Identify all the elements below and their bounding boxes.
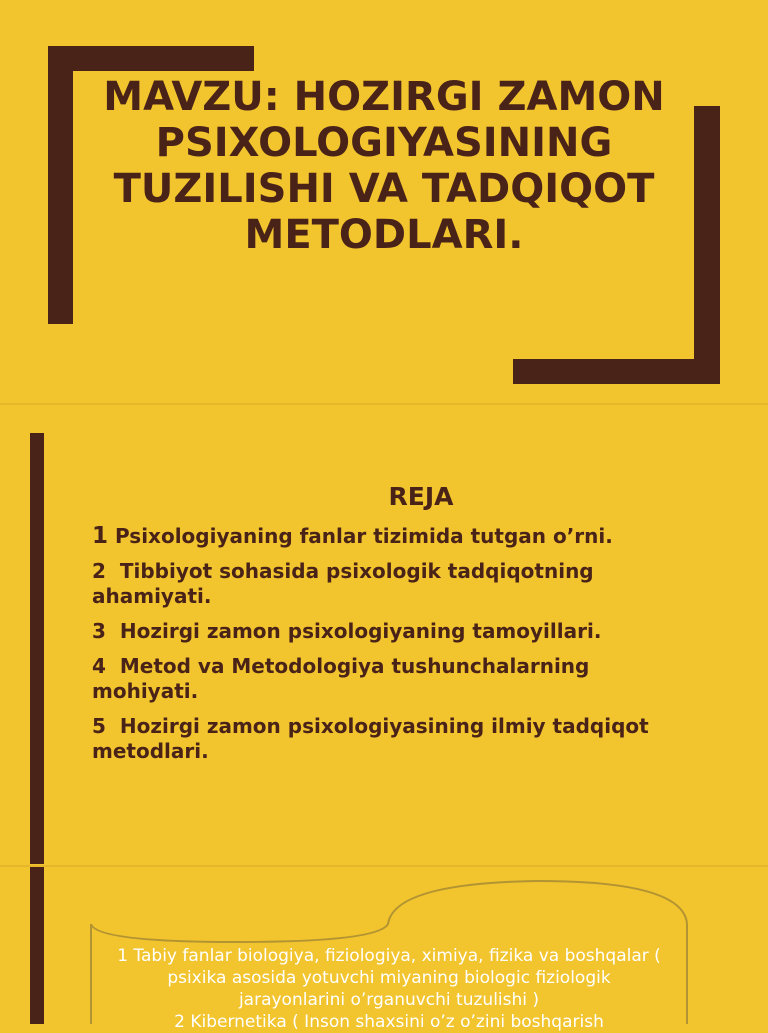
- plan-item-2: [92, 559, 672, 609]
- top-left-bracket-vertical: [48, 46, 73, 324]
- plan-item-5: [92, 714, 672, 764]
- bottom-right-bracket-vertical: [694, 106, 720, 384]
- plan-item-text: Hozirgi zamon psixologiyaning tamoyillari.: [119, 619, 602, 643]
- plan-item-number: 5: [92, 714, 106, 738]
- scroll-text-line-2: 2 Kibernetika ( Inson shaxsini o’z o’zini boshqarish: [174, 1012, 604, 1032]
- plan-item-text: Hozirgi zamon psixologiyasining ilmiy tadqiqot metodlari.: [92, 714, 649, 763]
- scroll-text: [112, 945, 666, 1033]
- plan-item-number: 2: [92, 559, 106, 583]
- plan-heading: REJA: [388, 482, 454, 511]
- slide3-accent-bar: [30, 867, 44, 1024]
- slide-divider-2: [0, 865, 768, 867]
- scroll-text-line-1: 1 Tabiy fanlar biologiya, fiziologiya, ximiya, fizika va boshqalar ( psixika asosida yotuvchi miyaning biologic fiziologik jarayonlarini o’rganuvchi tuzulishi ): [117, 946, 661, 1010]
- plan-item-number: 4: [92, 654, 106, 678]
- plan-item-number: 3: [92, 619, 106, 643]
- slide-divider: [0, 403, 768, 405]
- plan-item-4: [92, 654, 672, 704]
- slide2-accent-bar: [30, 433, 44, 864]
- slide-title: MAVZU: HOZIRGI ZAMON PSIXOLOGIYASINING TUZILISHI VA TADQIQOT METODLARI.: [103, 74, 665, 258]
- plan-item-text: Psixologiyaning fanlar tizimida tutgan o’rni.: [114, 524, 613, 548]
- top-left-bracket-horizontal: [48, 46, 254, 71]
- plan-item-text: Metod va Metodologiya tushunchalarning mohiyati.: [92, 654, 590, 703]
- plan-item-number: 1: [92, 523, 109, 549]
- plan-list: [92, 524, 672, 774]
- plan-item-text: Tibbiyot sohasida psixologik tadqiqotning ahamiyati.: [92, 559, 594, 608]
- plan-item-1: [92, 524, 672, 549]
- plan-item-3: [92, 619, 672, 644]
- bottom-right-bracket-horizontal: [513, 359, 720, 384]
